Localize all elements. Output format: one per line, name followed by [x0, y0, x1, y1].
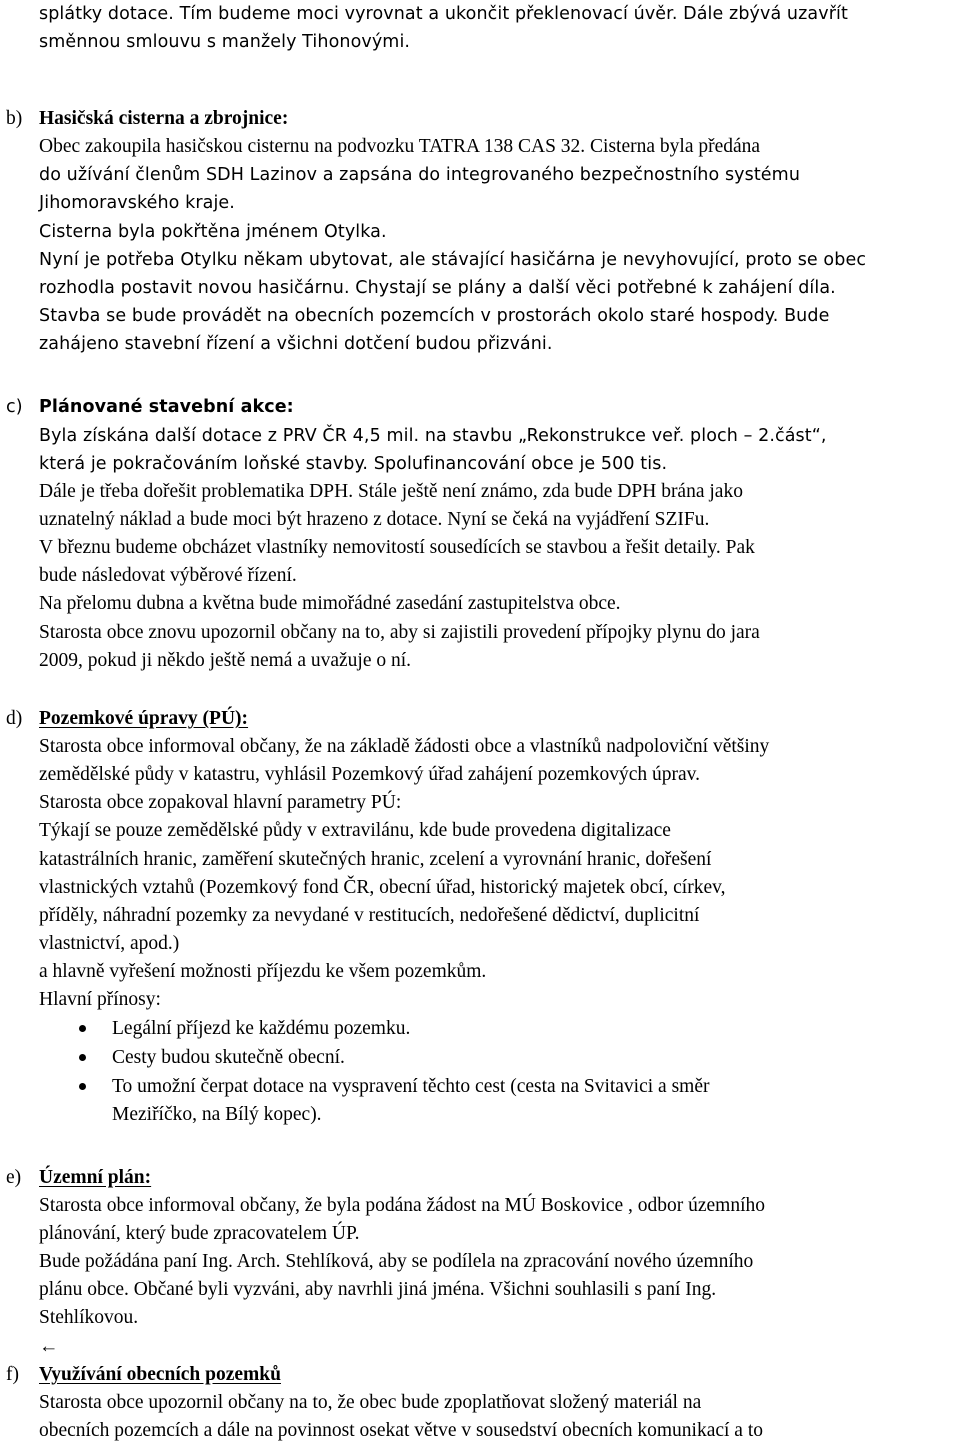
section-heading-c: Plánované stavební akce: — [39, 397, 294, 417]
body-text-line: Jihomoravského kraje. — [39, 193, 235, 213]
section-marker-d: d) — [6, 708, 23, 729]
body-text-line: Na přelomu dubna a května bude mimořádné zasedání zastupitelstva obce. — [39, 593, 621, 614]
body-text-line: plánování, který bude zpracovatelem ÚP. — [39, 1223, 360, 1244]
body-text-line: Nyní je potřeba Otylku někam ubytovat, ale stávající hasičárna je nevyhovující, proto se obec — [39, 250, 867, 270]
body-text-line: do užívání členům SDH Lazinov a zapsána do integrovaného bezpečnostního systému — [39, 165, 801, 185]
section-heading-b: Hasičská cisterna a zbrojnice: — [39, 108, 289, 129]
section-heading-f: Využívání obecních pozemků — [39, 1364, 281, 1385]
section-marker-f: f) — [6, 1364, 19, 1385]
body-text-line: obecních pozemcích a dále na povinnost osekat větve v sousedství obecních komunikací a to — [39, 1420, 763, 1441]
section-heading-e: Územní plán: — [39, 1167, 152, 1188]
bullet-dot — [79, 1025, 86, 1032]
body-text-line: Starosta obce informoval občany, že byla podána žádost na MÚ Boskovice , odbor územního — [39, 1195, 765, 1216]
body-text-line: Starosta obce znovu upozornil občany na to, aby si zajistili provedení přípojky plynu do jara — [39, 622, 760, 643]
section-marker-c: c) — [6, 397, 23, 417]
body-text-line: Stavba se bude provádět na obecních pozemcích v prostorách okolo staré hospody. Bude — [39, 306, 830, 326]
body-text-line: zemědělské půdy v katastru, vyhlásil Pozemkový úřad zahájení pozemkových úprav. — [39, 764, 700, 785]
body-text-line: Hlavní přínosy: — [39, 989, 161, 1010]
bullet-item: Cesty budou skutečně obecní. — [112, 1047, 345, 1068]
body-text-line: zahájeno stavební řízení a všichni dotčení budou přizváni. — [39, 334, 553, 354]
body-text-line: a hlavně vyřešení možnosti příjezdu ke všem pozemkům. — [39, 961, 487, 982]
section-marker-e: e) — [6, 1167, 22, 1188]
body-text-line: která je pokračováním loňské stavby. Spolufinancování obce je 500 tis. — [39, 454, 668, 474]
body-text-line: rozhodla postavit novou hasičárnu. Chystají se plány a další věci potřebné k zahájení díla. — [39, 278, 836, 298]
body-text-line: směnnou smlouvu s manžely Tihonovými. — [39, 32, 411, 52]
body-text-line: splátky dotace. Tím budeme moci vyrovnat a ukončit překlenovací úvěr. Dále zbývá uzavřít — [39, 4, 848, 24]
body-text-line: uznatelný náklad a bude moci být hrazeno z dotace. Nyní se čeká na vyjádření SZIFu. — [39, 509, 710, 530]
body-text-line: Bude požádána paní Ing. Arch. Stehlíková, aby se podílela na zpracování nového územního — [39, 1251, 754, 1272]
bullet-item: Legální příjezd ke každému pozemku. — [112, 1018, 411, 1039]
body-text-line: Starosta obce upozornil občany na to, že obec bude zpoplatňovat složený materiál na — [39, 1392, 702, 1413]
body-text-line: vlastnictví, apod.) — [39, 933, 180, 954]
body-text-line: Starosta obce zopakoval hlavní parametry PÚ: — [39, 792, 402, 813]
arrow-glyph: ← — [39, 1336, 59, 1357]
body-text-line: příděly, náhradní pozemky za nevydané v restitucích, nedořešené dědictví, duplicitní — [39, 905, 700, 926]
bullet-dot — [79, 1083, 86, 1090]
body-text-line: Dále je třeba dořešit problematika DPH. Stále ještě není známo, zda bude DPH brána jako — [39, 481, 743, 502]
body-text-line: vlastnických vztahů (Pozemkový fond ČR, obecní úřad, historický majetek obcí, církev, — [39, 877, 726, 898]
body-text-line: plánu obce. Občané byli vyzváni, aby navrhli jiná jména. Všichni souhlasili s paní Ing. — [39, 1279, 717, 1300]
body-text-line: Cisterna byla pokřtěna jménem Otylka. — [39, 222, 387, 242]
section-heading-d: Pozemkové úpravy (PÚ): — [39, 708, 249, 729]
body-text-line: 2009, pokud ji někdo ještě nemá a uvažuje o ní. — [39, 650, 412, 671]
body-text-line: V březnu budeme obcházet vlastníky nemovitostí sousedících se stavbou a řešit detaily. Pak — [39, 537, 755, 558]
body-text-line: Obec zakoupila hasičskou cisternu na podvozku TATRA 138 CAS 32. Cisterna byla předána — [39, 136, 761, 157]
bullet-item-continuation: Meziříčko, na Bílý kopec). — [112, 1104, 322, 1125]
bullet-dot — [79, 1054, 86, 1061]
body-text-line: Stehlíkovou. — [39, 1307, 139, 1328]
section-marker-b: b) — [6, 108, 23, 129]
body-text-line: katastrálních hranic, zaměření skutečných hranic, zcelení a vyrovnání hranic, dořešení — [39, 849, 712, 870]
body-text-line: Týkají se pouze zemědělské půdy v extravilánu, kde bude provedena digitalizace — [39, 820, 671, 841]
bullet-item: To umožní čerpat dotace na vyspravení těchto cest (cesta na Svitavici a směr — [112, 1076, 710, 1097]
body-text-line: Starosta obce informoval občany, že na základě žádosti obce a vlastníků nadpoloviční většiny — [39, 736, 770, 757]
body-text-line: Byla získána další dotace z PRV ČR 4,5 mil. na stavbu „Rekonstrukce veř. ploch – 2.část“, — [39, 426, 827, 446]
body-text-line: bude následovat výběrové řízení. — [39, 565, 297, 586]
